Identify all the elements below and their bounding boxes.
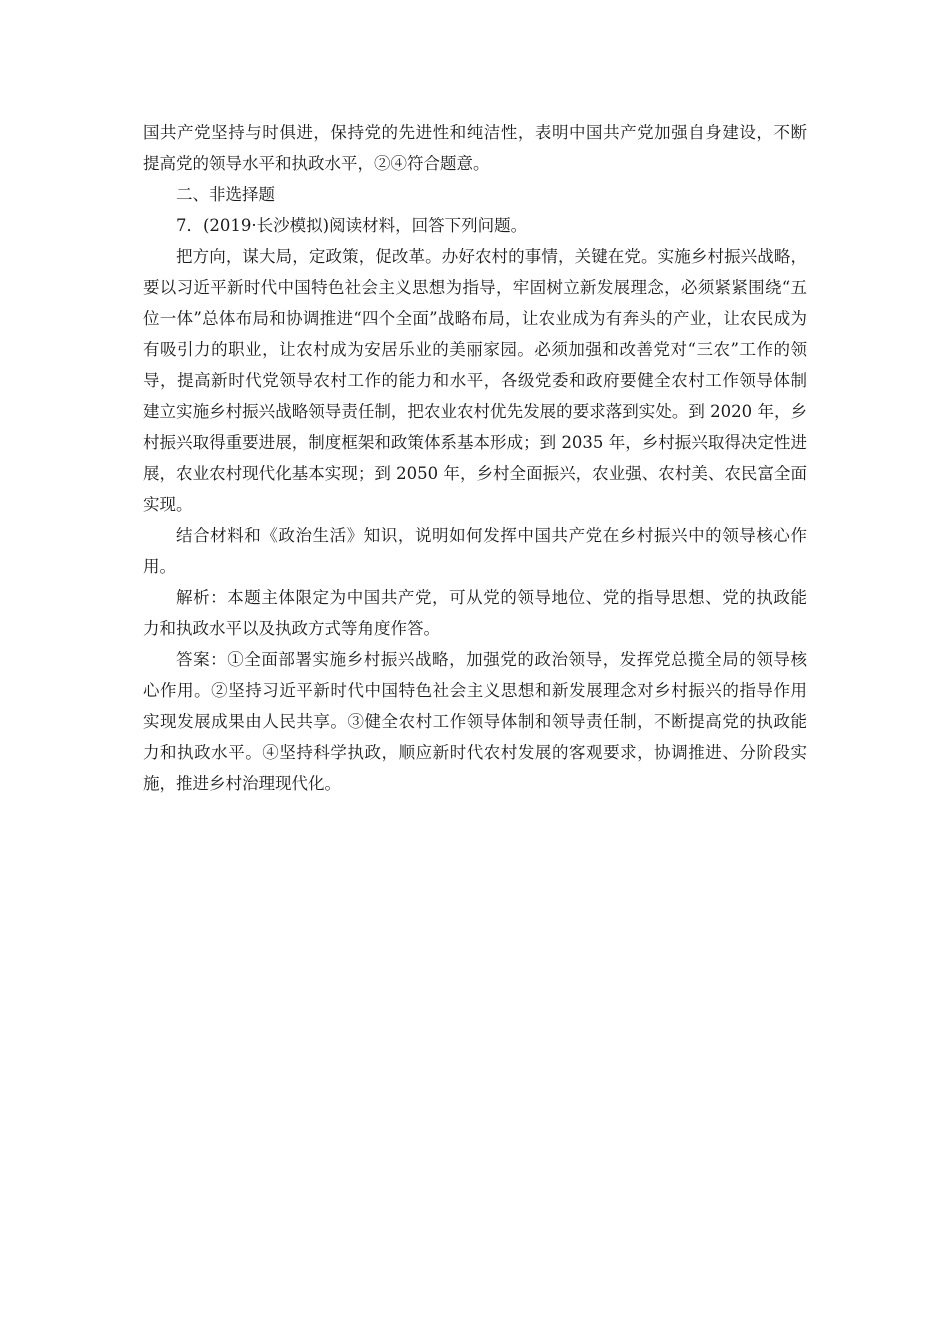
- material-line: 有吸引力的职业，让农村成为安居乐业的美丽家园。必须加强和改善党对“三农”工作的领: [143, 340, 807, 359]
- material-line: 导，提高新时代党领导农村工作的能力和水平，各级党委和政府要健全农村工作领导体制: [143, 371, 807, 390]
- material-line: 展，农业农村现代化基本实现；到 2050 年，乡村全面振兴，农业强、农村美、农民富全面: [143, 464, 807, 483]
- material-line: 要以习近平新时代中国特色社会主义思想为指导，牢固树立新发展理念，必须紧紧围绕“五: [143, 278, 807, 297]
- material-line: 位一体”总体布局和协调推进“四个全面”战略布局，让农业成为有奔头的产业，让农民成为: [143, 309, 807, 328]
- answer-line: 实现发展成果由人民共享。③健全农村工作领导体制和领导责任制，不断提高党的执政能: [143, 712, 807, 731]
- answer-line: 施，推进乡村治理现代化。: [143, 774, 341, 793]
- analysis-line: 解析：本题主体限定为中国共产党，可从党的领导地位、党的指导思想、党的执政能: [176, 588, 807, 607]
- prompt-line: 结合材料和《政治生活》知识，说明如何发挥中国共产党在乡村振兴中的领导核心作: [176, 526, 807, 545]
- material-line: 村振兴取得重要进展，制度框架和政策体系基本形成；到 2035 年，乡村振兴取得决定性进: [143, 433, 807, 452]
- intro-line: 国共产党坚持与时俱进，保持党的先进性和纯洁性，表明中国共产党加强自身建设，不断: [143, 123, 807, 142]
- section-title: 二、非选择题: [176, 185, 275, 204]
- answer-line: 力和执政水平。④坚持科学执政，顺应新时代农村发展的客观要求，协调推进、分阶段实: [143, 743, 807, 762]
- intro-line: 提高党的领导水平和执政水平，②④符合题意。: [143, 154, 490, 173]
- material-line: 把方向，谋大局，定政策，促改革。办好农村的事情，关键在党。实施乡村振兴战略，: [176, 247, 807, 266]
- question-head: 7．(2019·长沙模拟)阅读材料，回答下列问题。: [176, 216, 528, 235]
- document-page: [143, 117, 807, 799]
- answer-line: 心作用。②坚持习近平新时代中国特色社会主义思想和新发展理念对乡村振兴的指导作用: [143, 681, 807, 700]
- analysis-line: 力和执政水平以及执政方式等角度作答。: [143, 619, 440, 638]
- material-line: 建立实施乡村振兴战略领导责任制，把农业农村优先发展的要求落到实处。到 2020 年，乡: [143, 402, 807, 421]
- answer-line: 答案：①全面部署实施乡村振兴战略，加强党的政治领导，发挥党总揽全局的领导核: [176, 650, 807, 669]
- prompt-line: 用。: [143, 557, 176, 576]
- material-line: 实现。: [143, 495, 193, 514]
